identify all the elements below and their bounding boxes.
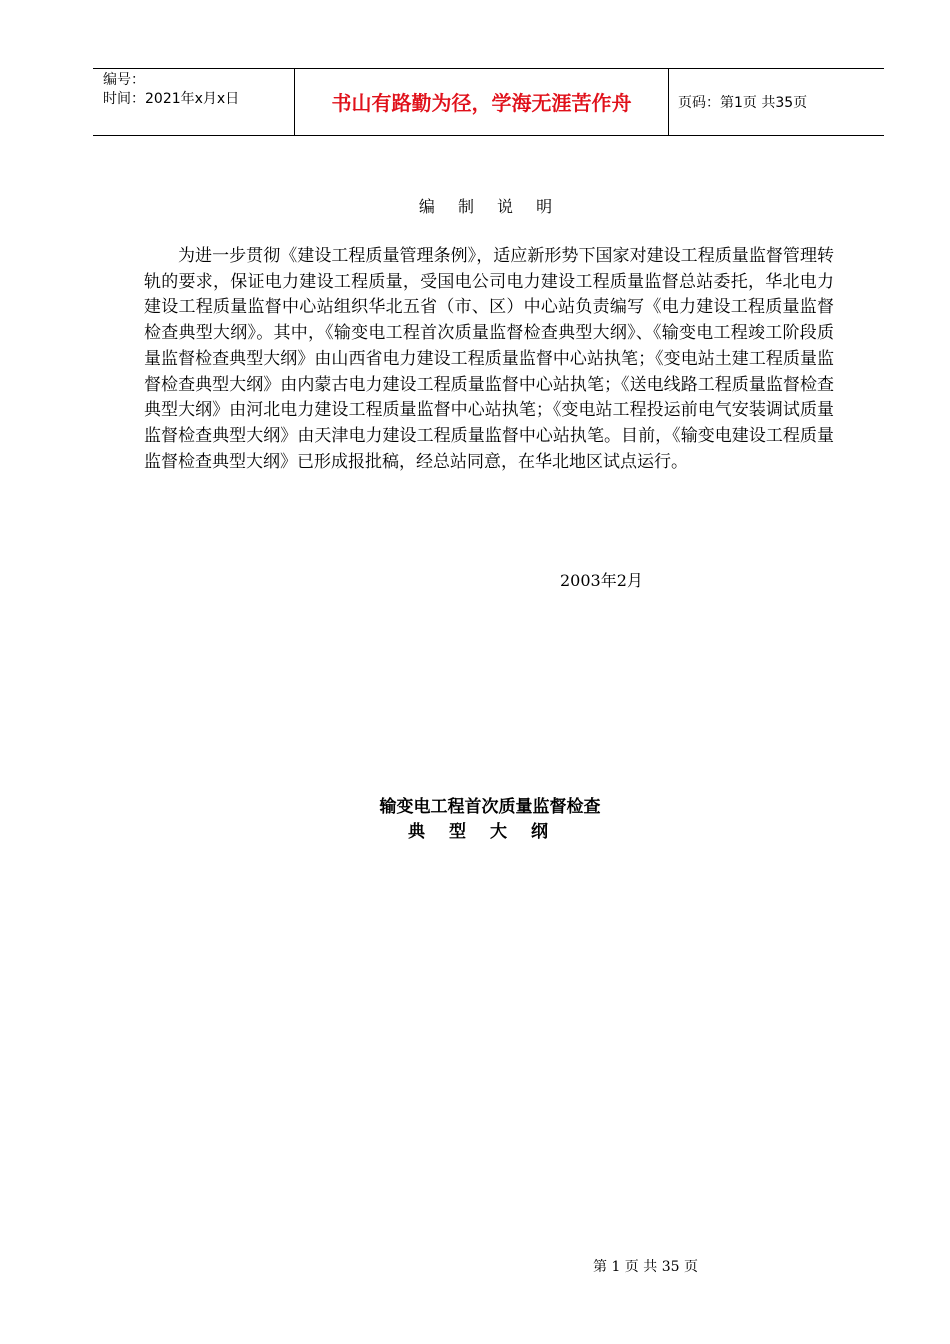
header-table (93, 68, 884, 136)
header-info-cell (93, 69, 295, 135)
preface-date: 2003年2月 (560, 571, 643, 590)
header-motto: 书山有路勤为径，学海无涯苦作舟 (331, 91, 632, 115)
document-title-line2: 典型大纲 (408, 822, 572, 842)
preface-paragraph: 为进一步贯彻《建设工程质量管理条例》，适应新形势下国家对建设工程质量监督管理转轨的要求，保证电力建设工程质量，受国电公司电力建设工程质量监督总站委托，华北电力建设工程质量监督中心站组织华北五省（市、区）中心站负责编写《电力建设工程质量监督检查典型大纲》。其中，《输变电工程首次质量监督检查典型大纲》、《输变电工程竣工阶段质量监督检查典型大纲》由山西省电力建设工程质量监督中心站执笔；《变电站土建工程质量监督检查典型大纲》由内蒙古电力建设工程质量监督中心站执笔；《送电线路工程质量监督检查典型大纲》由河北电力建设工程质量监督中心站执笔；《变电站工程投运前电气安装调试质量监督检查典型大纲》由天津电力建设工程质量监督中心站执笔。目前，《输变电建设工程质量监督检查典型大纲》已形成报批稿，经总站同意，在华北地区试点运行。 (144, 246, 834, 472)
header-motto-cell (295, 69, 669, 135)
section-title: 编 制 说 明 (418, 197, 562, 216)
document-title-line1: 输变电工程首次质量监督检查 (379, 797, 601, 817)
header-page-number: 页码：第1页 共35页 (678, 95, 808, 111)
header-page-cell (669, 69, 884, 135)
document-code-label: 编号： (103, 72, 145, 88)
document-time-label: 时间：2021年x月x日 (103, 91, 240, 107)
footer-page-number: 第 1 页 共 35 页 (593, 1259, 698, 1275)
